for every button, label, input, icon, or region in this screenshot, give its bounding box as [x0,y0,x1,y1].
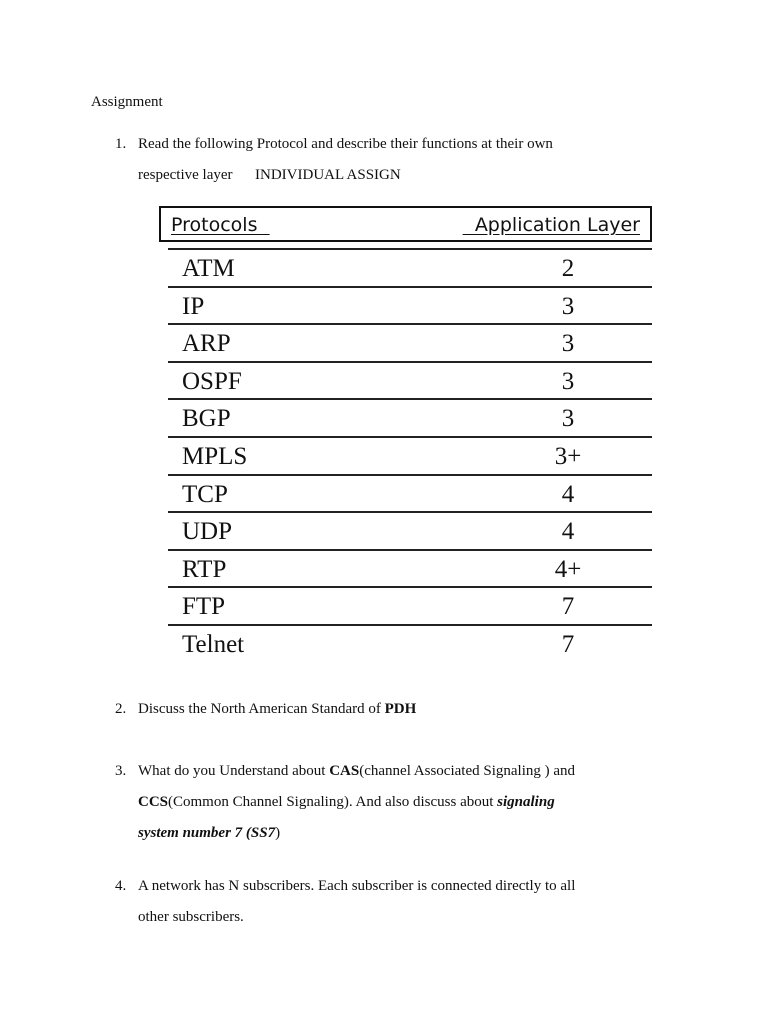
protocol-cell: IP [182,292,205,320]
question-4-number: 4. [115,878,127,894]
q3-ss7: system number 7 (SS7 [138,825,276,841]
question-4-line-1: A network has N subscribers. Each subscriber is connected directly to all [138,878,576,894]
layer-cell: 7 [561,630,575,658]
protocol-cell: UDP [182,518,233,546]
q3-l1-a: What do you Understand about [138,763,330,779]
table-row [168,398,652,436]
question-2-plain: Discuss the North American Standard of [138,701,385,717]
question-1-number: 1. [115,136,127,152]
layer-cell: 3 [561,405,575,433]
q3-ccs: CCS [138,794,169,810]
protocol-cell: BGP [182,405,231,433]
header-application-layer: Application Layer [474,214,640,236]
question-3-line-2 [138,794,555,811]
page-heading: Assignment [91,94,163,110]
question-1-line-1: Read the following Protocol and describe their functions at their own [138,136,553,152]
layer-cell: 3 [561,367,575,395]
q3-cas: CAS [329,763,360,779]
table-row [168,474,652,512]
protocol-cell: ARP [182,330,231,358]
protocol-cell: FTP [182,593,226,621]
q3-l3-b: ) [275,825,281,841]
layer-cell: 4+ [554,555,582,583]
table-row [168,586,652,624]
question-3-line-1 [138,763,575,780]
table-row [168,248,652,286]
question-2-bold: PDH [384,701,417,717]
layer-cell: 3 [561,330,575,358]
protocol-cell: OSPF [182,367,242,395]
question-3-line-3 [138,825,280,842]
protocol-table-body [168,248,652,662]
q3-l1-c: (channel Associated Signaling ) and [359,763,576,779]
protocol-table-header [159,206,652,242]
layer-cell: 4 [561,480,575,508]
table-row [168,361,652,399]
header-protocols: Protocols [171,214,258,236]
question-2-number: 2. [115,701,127,717]
protocol-cell: RTP [182,555,227,583]
layer-cell: 3+ [554,442,582,470]
layer-cell: 3 [561,292,575,320]
question-3-number: 3. [115,763,127,779]
question-1-line-2: respective layer INDIVIDUAL ASSIGN [138,167,401,183]
protocol-cell: Telnet [182,630,245,658]
question-4-line-2: other subscribers. [138,909,244,925]
layer-cell: 7 [561,593,575,621]
q3-l2-b: (Common Channel Signaling). And also discuss about [168,794,498,810]
table-row [168,323,652,361]
layer-cell: 4 [561,518,575,546]
table-row [168,511,652,549]
protocol-cell: ATM [182,255,235,282]
protocol-cell: MPLS [182,442,248,470]
question-2-text [138,701,416,718]
table-row [168,436,652,474]
protocol-cell: TCP [182,480,228,508]
table-row [168,624,652,662]
layer-cell: 2 [561,255,575,282]
q3-signaling: signaling [497,794,555,810]
table-row [168,286,652,324]
table-row [168,549,652,587]
